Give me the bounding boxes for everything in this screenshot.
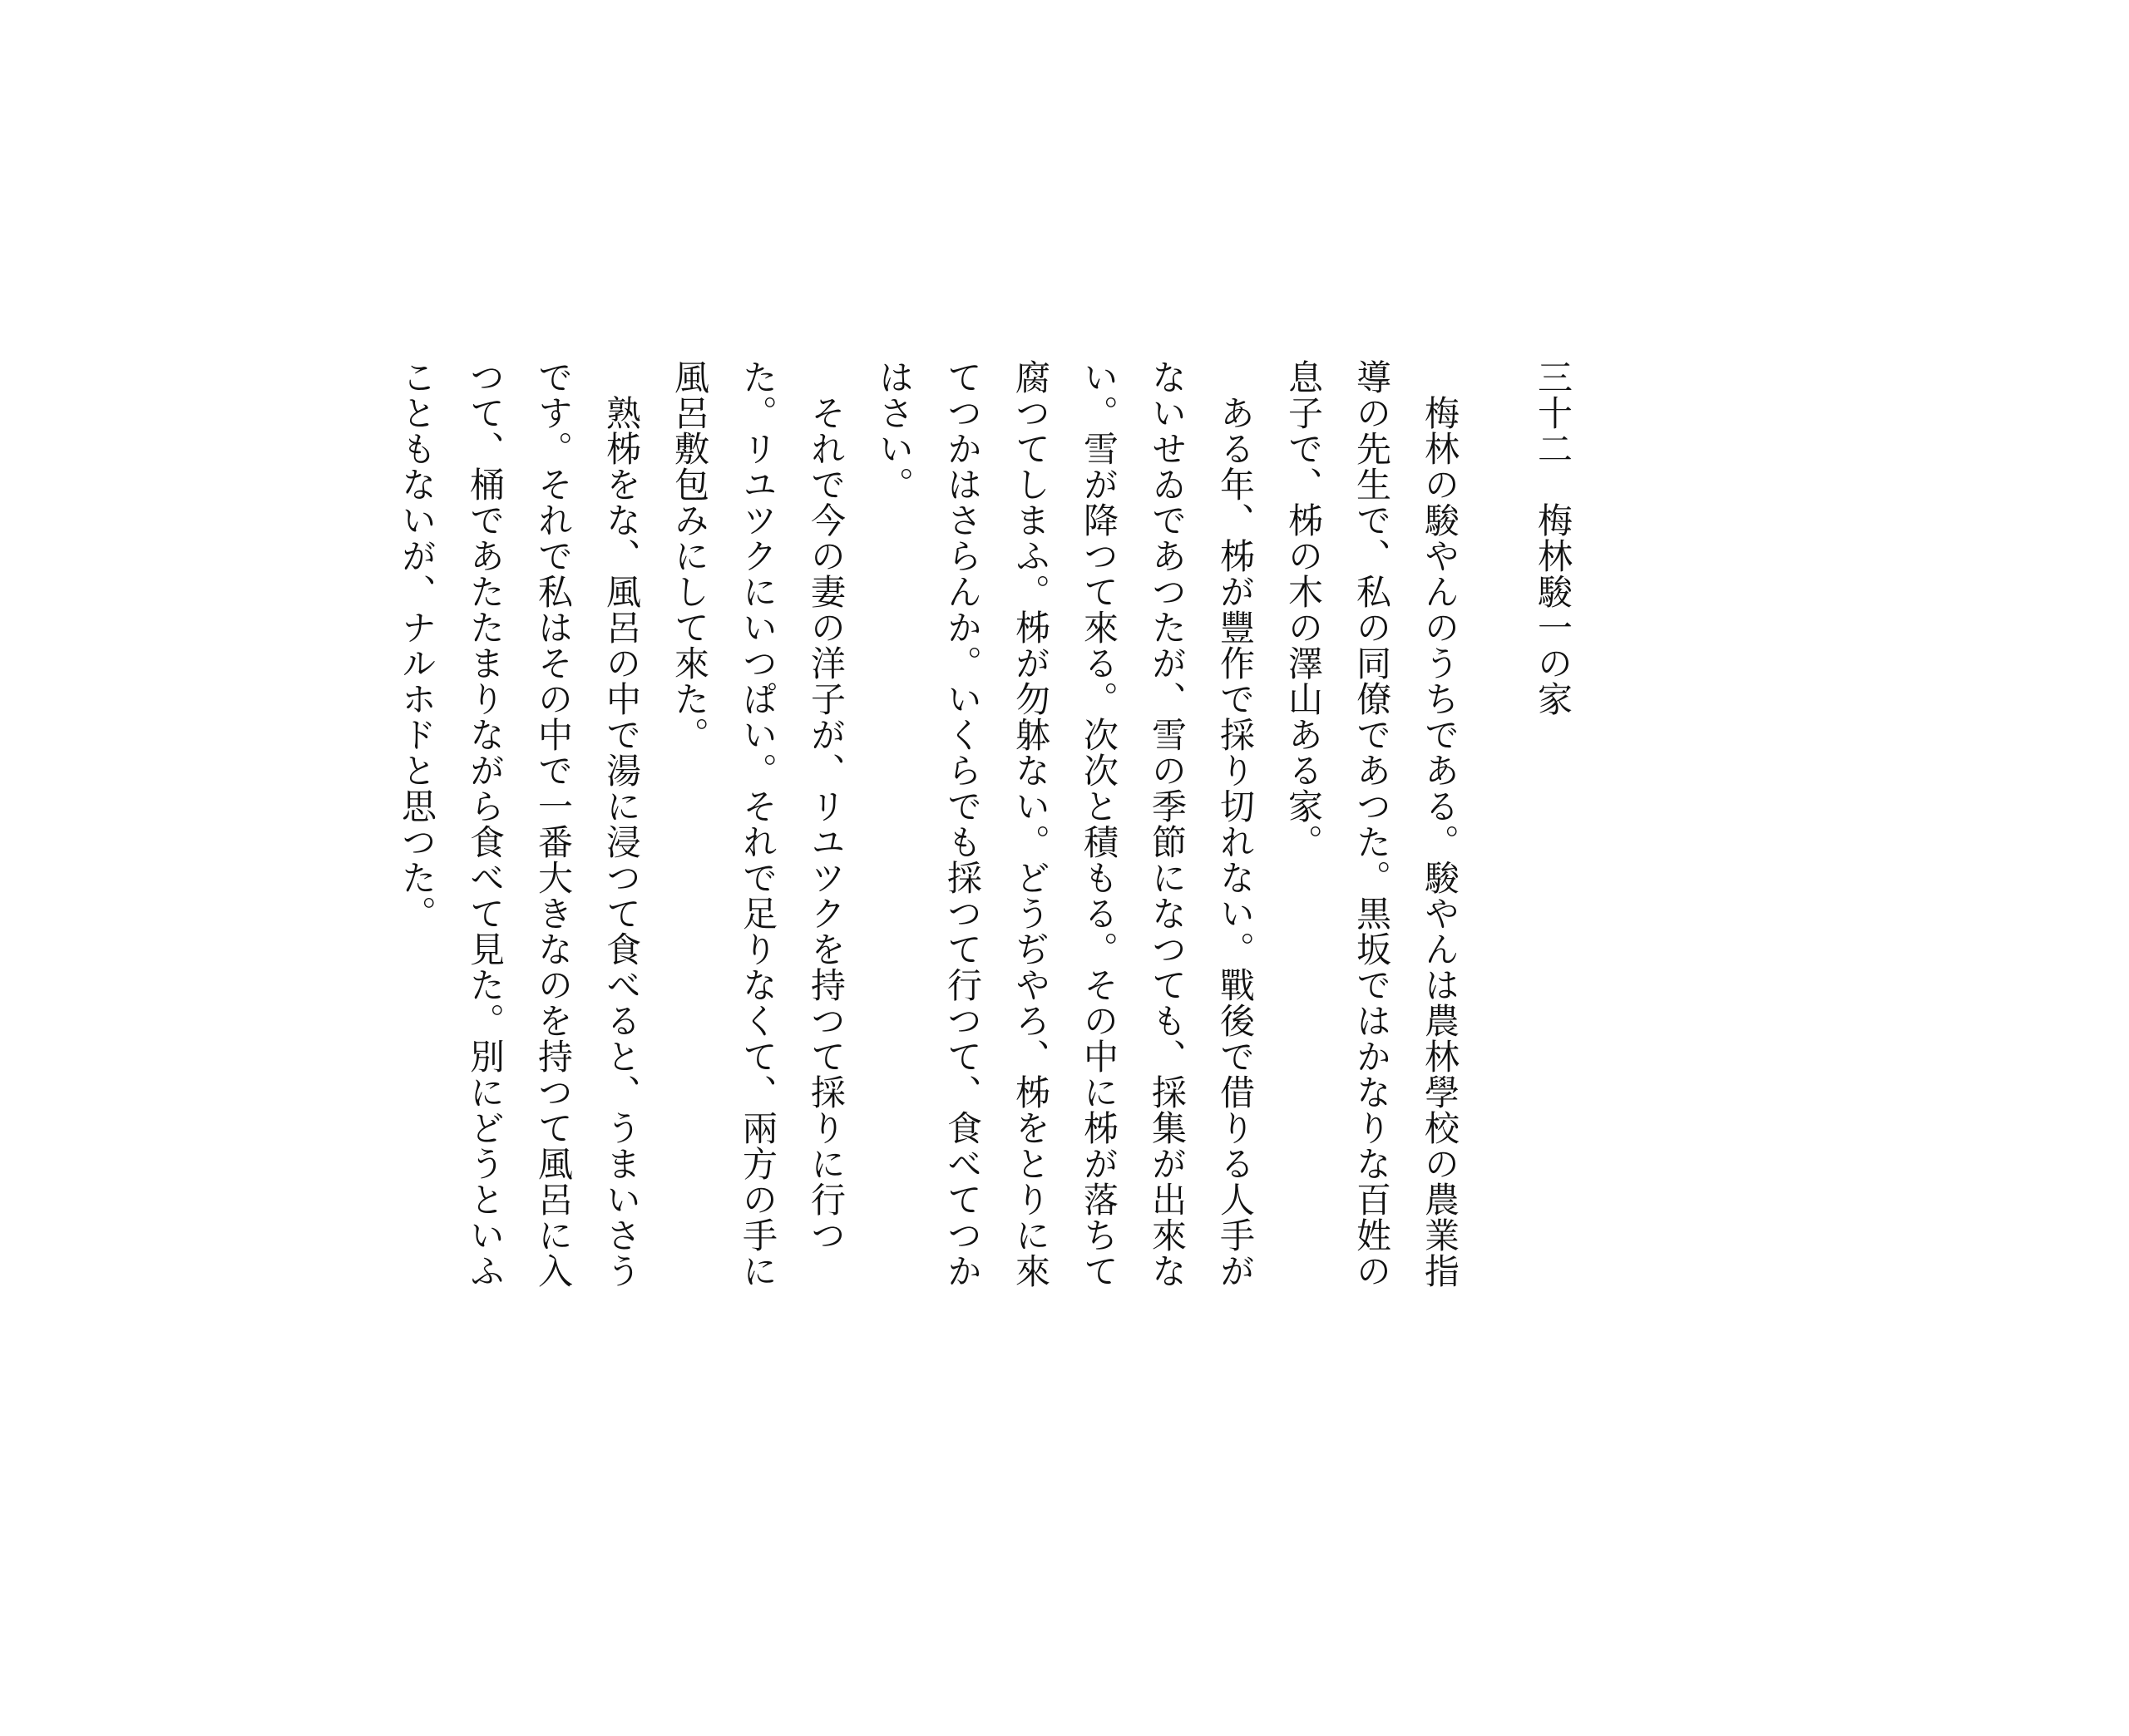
text-line: はさい。 bbox=[874, 359, 915, 502]
text-line: こともないが、ナルホドと思つた。 bbox=[397, 359, 437, 931]
vertical-text-body bbox=[383, 359, 1587, 1457]
text-line: 導の先生で、私の同僚であつた。黒坂ではかなりな百姓の bbox=[1351, 359, 1392, 1289]
chapter-heading bbox=[1519, 359, 1587, 1457]
text-line: い。雪が降つて來る。次次と積もる。その中に柹が落ちて bbox=[1079, 359, 1119, 1289]
text-line: ある年、柹が豐作で採り切れない。戰後で借りる人手が bbox=[1215, 359, 1256, 1289]
text-line: た。リユツクにいつぱい。それで足りなくて、兩方の手に bbox=[738, 359, 778, 1289]
text-line: 熟柹をな、風呂の中で湯に浸つて食べると、うまいさう bbox=[601, 359, 642, 1289]
text-line: 梅林の駿やんのうちである。駿やんは農林學校の農業指 bbox=[1420, 359, 1460, 1289]
text-line: てつかはさらんか。いくらでも採つて行つて、食べてつか bbox=[942, 359, 983, 1289]
chapter-number: 三十二 bbox=[1533, 359, 1573, 466]
chapter-title: 梅林駿一の家 bbox=[1533, 502, 1573, 717]
text-line: それで今の妻の洋子が、リユツクを持つて採りに行つ bbox=[806, 359, 847, 1253]
text-line: 息子で、柹の木の澤山ある家。 bbox=[1283, 359, 1324, 860]
text-line: 腐つてしまふ。柹が勿躰ない。どうぢやろ、柹をとりに來 bbox=[1010, 359, 1051, 1289]
text-line: 風呂敷包みにして來た。 bbox=[669, 359, 710, 752]
text-line: つて、桶であたたまりながら食べて見た。別にどうといふ bbox=[465, 359, 506, 1289]
text-line: ないせゐであつたが、雪の季節になつても、採集が出來な bbox=[1147, 359, 1188, 1289]
text-line: です。それで私はその中で一番大きなのを持つて風呂に入 bbox=[533, 359, 574, 1289]
